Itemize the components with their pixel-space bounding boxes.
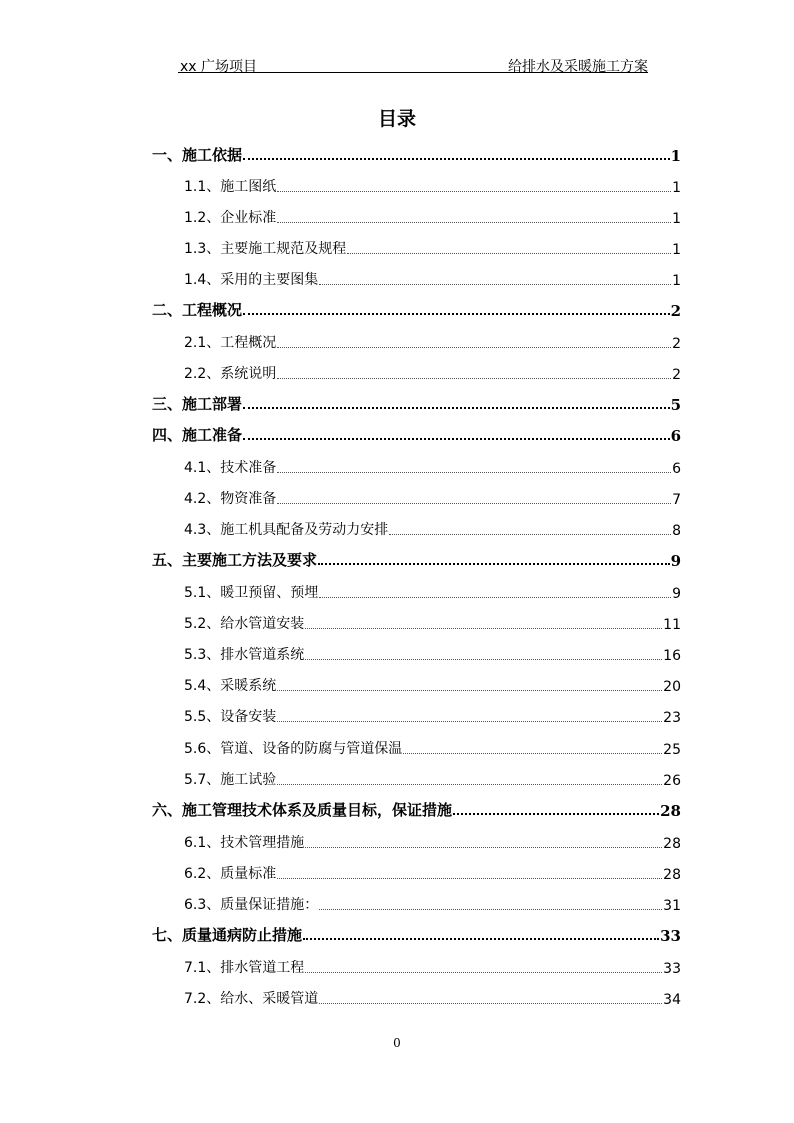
toc-page-number: 33 bbox=[660, 927, 681, 945]
toc-subsection-entry[interactable] bbox=[184, 830, 681, 852]
toc-page-number: 33 bbox=[663, 961, 681, 977]
toc-subsection-entry[interactable] bbox=[184, 517, 681, 539]
dot-leader bbox=[403, 753, 662, 754]
dot-leader bbox=[277, 472, 671, 473]
toc-subsection-entry[interactable] bbox=[184, 174, 681, 196]
toc-page-number: 28 bbox=[660, 802, 681, 820]
toc-page-number: 1 bbox=[672, 180, 681, 196]
toc-entry-text: 二、工程概况 bbox=[152, 301, 243, 319]
toc-subsection-entry[interactable] bbox=[184, 892, 681, 914]
toc-page-number: 2 bbox=[672, 367, 681, 383]
toc-subsection-entry[interactable] bbox=[184, 267, 681, 289]
toc-section-entry[interactable] bbox=[152, 923, 681, 945]
toc-entry-text: 6.1、技术管理措施 bbox=[184, 835, 305, 851]
toc-page-number: 6 bbox=[670, 427, 681, 445]
toc-entry-text: 1.3、主要施工规范及规程 bbox=[184, 241, 347, 257]
toc-entry-text: 5.1、暖卫预留、预埋 bbox=[184, 585, 319, 601]
toc-page-number: 16 bbox=[663, 648, 681, 664]
toc-page-number: 1 bbox=[672, 273, 681, 289]
toc-entry-text: 2.2、系统说明 bbox=[184, 366, 277, 382]
toc-page-number: 28 bbox=[663, 867, 681, 883]
dot-leader bbox=[277, 378, 671, 379]
dot-leader bbox=[347, 253, 671, 254]
toc-section-entry[interactable] bbox=[152, 392, 681, 414]
dot-leader bbox=[243, 313, 670, 315]
toc-section-entry[interactable] bbox=[152, 143, 681, 165]
toc-subsection-entry[interactable] bbox=[184, 330, 681, 352]
toc-subsection-entry[interactable] bbox=[184, 986, 681, 1008]
toc-entry-text: 5.4、采暖系统 bbox=[184, 678, 277, 694]
toc-page-number: 1 bbox=[672, 211, 681, 227]
page-header bbox=[178, 52, 648, 73]
toc-subsection-entry[interactable] bbox=[184, 767, 681, 789]
toc-subsection-entry[interactable] bbox=[184, 486, 681, 508]
toc-entry-text: 1.2、企业标准 bbox=[184, 210, 277, 226]
toc-entry-text: 一、施工依据 bbox=[152, 146, 243, 164]
toc-entry-text: 七、质量通病防止措施 bbox=[152, 926, 303, 944]
dot-leader bbox=[319, 909, 662, 910]
dot-leader bbox=[277, 222, 671, 223]
dot-leader bbox=[277, 191, 671, 192]
toc-entry-text: 4.3、施工机具配备及劳动力安排 bbox=[184, 522, 389, 538]
toc-page-number: 23 bbox=[663, 710, 681, 726]
header-project-name: xx 广场项目 bbox=[180, 59, 258, 75]
toc-entry-text: 4.2、物资准备 bbox=[184, 491, 277, 507]
dot-leader bbox=[318, 563, 670, 565]
page-number: 0 bbox=[393, 1036, 401, 1050]
dot-leader bbox=[305, 628, 662, 629]
toc-page-number: 1 bbox=[672, 242, 681, 258]
toc-subsection-entry[interactable] bbox=[184, 455, 681, 477]
toc-page-number: 11 bbox=[663, 617, 681, 633]
toc-entry-text: 5.3、排水管道系统 bbox=[184, 647, 305, 663]
dot-leader bbox=[453, 813, 659, 815]
dot-leader bbox=[319, 1003, 662, 1004]
toc-entry-text: 4.1、技术准备 bbox=[184, 460, 277, 476]
toc-entry-text: 四、施工准备 bbox=[152, 426, 243, 444]
dot-leader bbox=[277, 878, 662, 879]
toc-page-number: 20 bbox=[663, 679, 681, 695]
toc-subsection-entry[interactable] bbox=[184, 236, 681, 258]
dot-leader bbox=[277, 503, 671, 504]
toc-entry-text: 5.5、设备安装 bbox=[184, 709, 277, 725]
toc-section-entry[interactable] bbox=[152, 298, 681, 320]
dot-leader bbox=[305, 659, 662, 660]
toc-page-number: 5 bbox=[670, 396, 681, 414]
toc-subsection-entry[interactable] bbox=[184, 611, 681, 633]
toc-subsection-entry[interactable] bbox=[184, 704, 681, 726]
header-document-title: 给排水及采暖施工方案 bbox=[508, 59, 648, 75]
dot-leader bbox=[305, 847, 662, 848]
dot-leader bbox=[277, 690, 662, 691]
toc-page-number: 2 bbox=[672, 336, 681, 352]
dot-leader bbox=[303, 938, 659, 940]
toc-subsection-entry[interactable] bbox=[184, 205, 681, 227]
dot-leader bbox=[243, 407, 670, 409]
toc-entry-text: 5.2、给水管道安装 bbox=[184, 616, 305, 632]
toc-subsection-entry[interactable] bbox=[184, 861, 681, 883]
toc-subsection-entry[interactable] bbox=[184, 736, 681, 758]
toc-entry-text: 五、主要施工方法及要求 bbox=[152, 551, 318, 569]
dot-leader bbox=[277, 721, 662, 722]
dot-leader bbox=[243, 158, 670, 160]
dot-leader bbox=[243, 438, 670, 440]
toc-subsection-entry[interactable] bbox=[184, 955, 681, 977]
toc-page-number: 9 bbox=[672, 586, 681, 602]
toc-entry-text: 1.4、采用的主要图集 bbox=[184, 272, 319, 288]
toc-entry-text: 7.2、给水、采暖管道 bbox=[184, 991, 319, 1007]
toc-page-number: 7 bbox=[672, 492, 681, 508]
toc-entry-text: 六、施工管理技术体系及质量目标，保证措施 bbox=[152, 801, 453, 819]
toc-entry-text: 5.7、施工试验 bbox=[184, 772, 277, 788]
toc-page-number: 1 bbox=[670, 147, 681, 165]
dot-leader bbox=[277, 784, 662, 785]
toc-entry-text: 2.1、工程概况 bbox=[184, 335, 277, 351]
dot-leader bbox=[319, 597, 671, 598]
toc-page-number: 8 bbox=[672, 523, 681, 539]
toc-entry-text: 6.2、质量标准 bbox=[184, 866, 277, 882]
toc-page-number: 25 bbox=[663, 742, 681, 758]
toc-page-number: 34 bbox=[663, 992, 681, 1008]
toc-subsection-entry[interactable] bbox=[184, 580, 681, 602]
dot-leader bbox=[277, 347, 671, 348]
toc-subsection-entry[interactable] bbox=[184, 673, 681, 695]
toc-entry-text: 5.6、管道、设备的防腐与管道保温 bbox=[184, 741, 403, 757]
toc-entry-text: 7.1、排水管道工程 bbox=[184, 960, 305, 976]
toc-subsection-entry[interactable] bbox=[184, 642, 681, 664]
toc-title: 目录 bbox=[377, 108, 416, 130]
toc-page-number: 26 bbox=[663, 773, 681, 789]
toc-subsection-entry[interactable] bbox=[184, 361, 681, 383]
toc-entry-text: 6.3、质量保证措施： bbox=[184, 897, 319, 913]
toc-page-number: 2 bbox=[670, 302, 681, 320]
dot-leader bbox=[305, 972, 662, 973]
toc-section-entry[interactable] bbox=[152, 423, 681, 445]
toc-entry-text: 三、施工部署 bbox=[152, 395, 243, 413]
dot-leader bbox=[389, 534, 671, 535]
toc-entry-text: 1.1、施工图纸 bbox=[184, 179, 277, 195]
dot-leader bbox=[319, 284, 671, 285]
toc-page-number: 31 bbox=[663, 898, 681, 914]
toc-section-entry[interactable] bbox=[152, 798, 681, 820]
toc-page-number: 6 bbox=[672, 461, 681, 477]
toc-page-number: 28 bbox=[663, 836, 681, 852]
toc-page-number: 9 bbox=[670, 552, 681, 570]
toc-section-entry[interactable] bbox=[152, 548, 681, 570]
